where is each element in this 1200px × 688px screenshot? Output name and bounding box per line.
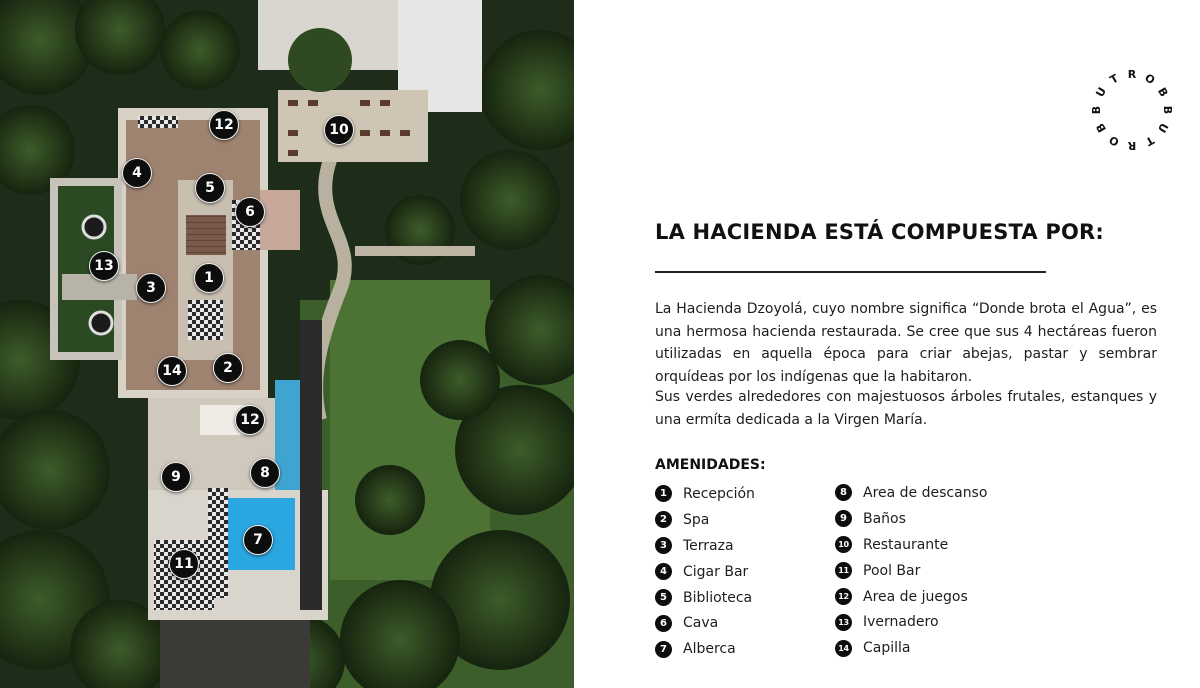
map-marker: 14 — [157, 356, 187, 386]
amenity-item — [655, 507, 755, 533]
amenity-label: Cigar Bar — [683, 563, 749, 580]
map-marker: 9 — [161, 462, 191, 492]
amenity-number-badge: 10 — [835, 536, 852, 553]
amenities-list-right — [835, 480, 987, 661]
amenity-label: Terraza — [683, 537, 734, 554]
amenity-number-badge: 11 — [835, 562, 852, 579]
circular-text-logo — [1088, 66, 1176, 154]
map-marker: 10 — [324, 115, 354, 145]
amenity-number-badge: 3 — [655, 537, 672, 554]
amenity-label: Alberca — [683, 641, 736, 658]
logo-letter: U — [1154, 120, 1171, 135]
logo-letter: B — [1155, 85, 1171, 100]
amenity-label: Capilla — [863, 640, 911, 657]
amenity-label: Area de descanso — [863, 484, 988, 501]
info-panel — [574, 0, 1200, 688]
amenity-label: Baños — [863, 510, 906, 527]
amenity-item — [655, 481, 755, 507]
amenity-label: Restaurante — [863, 536, 949, 553]
amenity-number-badge: 8 — [835, 484, 852, 501]
description-paragraph: La Hacienda Dzoyolá, cuyo nombre significa “Donde brota el Agua”, es una hermosa hacienda restaurada. Se cree que sus 4 hectáreas fueron utilizadas en aquella época para criar abejas, pastar y sembrar orquídeas por los indígenas que la habitaron. — [655, 301, 1157, 385]
amenity-item — [835, 558, 987, 584]
amenity-item — [655, 585, 755, 611]
amenity-number-badge: 2 — [655, 511, 672, 528]
amenity-number-badge: 13 — [835, 614, 852, 631]
amenity-label: Cava — [683, 615, 719, 632]
aerial-site-plan — [0, 0, 574, 688]
amenity-item — [835, 506, 987, 532]
amenity-number-badge: 6 — [655, 615, 672, 632]
logo-letter: B — [1161, 105, 1174, 115]
amenity-item — [835, 584, 987, 610]
map-marker: 4 — [122, 158, 152, 188]
amenity-number-badge: 9 — [835, 510, 852, 527]
map-marker: 7 — [243, 525, 273, 555]
map-marker: 5 — [195, 173, 225, 203]
logo-letter: T — [1143, 133, 1157, 149]
map-marker: 13 — [89, 251, 119, 281]
amenity-label: Area de juegos — [863, 588, 968, 605]
amenity-item — [835, 532, 987, 558]
amenity-number-badge: 5 — [655, 589, 672, 606]
amenity-item — [655, 559, 755, 585]
amenity-label: Biblioteca — [683, 589, 753, 606]
page-title: LA HACIENDA ESTÁ COMPUESTA POR: — [655, 220, 1104, 244]
map-marker: 12 — [235, 405, 265, 435]
map-marker: 2 — [213, 353, 243, 383]
amenity-item — [655, 533, 755, 559]
amenity-item — [655, 610, 755, 636]
title-divider — [655, 271, 1046, 273]
amenity-item — [835, 609, 987, 635]
amenity-label: Pool Bar — [863, 562, 921, 579]
map-marker: 6 — [235, 197, 265, 227]
map-marker: 8 — [250, 458, 280, 488]
amenity-label: Ivernadero — [863, 614, 939, 631]
amenities-list-left — [655, 481, 755, 662]
aerial-illustration — [0, 0, 574, 688]
logo-letter: T — [1107, 71, 1121, 87]
amenities-title: AMENIDADES: — [655, 457, 766, 473]
description-paragraph: Sus verdes alrededores con majestuosos árboles frutales, estanques y una ermíta dedicada a la Virgen María. — [655, 389, 1157, 428]
amenity-item — [835, 635, 987, 661]
amenity-label: Recepción — [683, 485, 755, 502]
logo-letter: O — [1106, 132, 1122, 149]
amenity-item — [835, 480, 987, 506]
amenity-number-badge: 12 — [835, 588, 852, 605]
map-marker: 12 — [209, 110, 239, 140]
amenity-number-badge: 4 — [655, 563, 672, 580]
logo-letter: O — [1142, 71, 1158, 88]
amenity-item — [655, 636, 755, 662]
map-marker: 3 — [136, 273, 166, 303]
map-marker: 1 — [194, 263, 224, 293]
amenity-number-badge: 14 — [835, 640, 852, 657]
amenity-number-badge: 1 — [655, 485, 672, 502]
logo-letter: R — [1127, 68, 1137, 81]
logo-letter: R — [1127, 139, 1137, 152]
logo-letter: B — [1093, 120, 1109, 135]
logo-letter: U — [1093, 85, 1110, 100]
logo-letter: B — [1090, 105, 1103, 115]
amenity-label: Spa — [683, 511, 710, 528]
map-marker: 11 — [169, 549, 199, 579]
amenity-number-badge: 7 — [655, 641, 672, 658]
